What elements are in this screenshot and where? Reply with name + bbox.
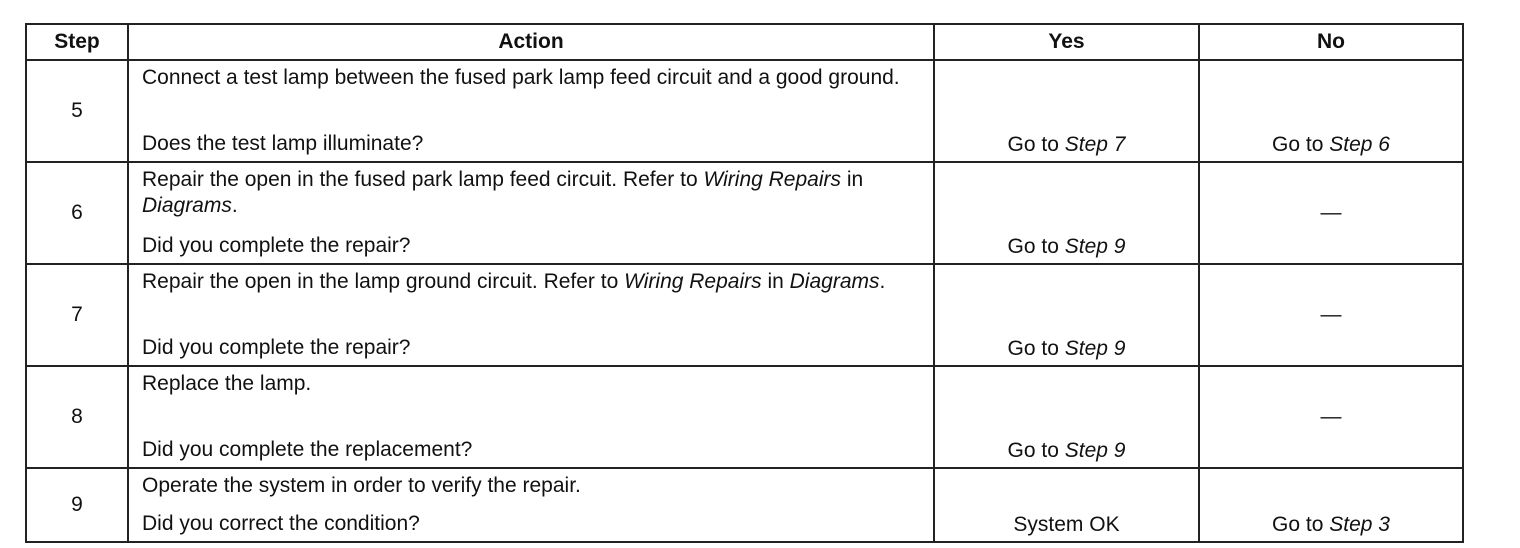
- no-prefix: Go to: [1272, 513, 1330, 536]
- no-result: [1199, 468, 1463, 542]
- header-step: Step: [26, 24, 128, 60]
- table-row: [26, 366, 1463, 468]
- yes-step-ref: Step 9: [1064, 337, 1126, 360]
- yes-prefix: Go to: [1007, 337, 1065, 360]
- no-result: [1199, 366, 1463, 468]
- action-cell: [128, 366, 934, 468]
- no-prefix: Go to: [1272, 133, 1330, 156]
- no-dash: —: [1320, 303, 1342, 326]
- table-row: [26, 60, 1463, 162]
- yes-result: [934, 366, 1199, 468]
- no-step-ref: Step 3: [1329, 513, 1390, 536]
- no-dash: —: [1320, 201, 1342, 224]
- action-question: Did you complete the repair?: [142, 336, 411, 359]
- action-cell: [128, 468, 934, 542]
- action-question: Did you complete the repair?: [142, 234, 411, 257]
- table-row: [26, 264, 1463, 366]
- action-instruction: Replace the lamp.: [142, 372, 312, 395]
- header-action: Action: [128, 24, 934, 60]
- action-instruction: Repair the open in the fused park lamp feed circuit. Refer to Wiring Repairs in Diagrams.: [142, 168, 864, 217]
- action-question: Does the test lamp illuminate?: [142, 132, 424, 155]
- yes-result: [934, 162, 1199, 264]
- table-row: [26, 162, 1463, 264]
- action-instruction: Repair the open in the lamp ground circuit. Refer to Wiring Repairs in Diagrams.: [142, 270, 886, 293]
- wiring-repairs-ref: Wiring Repairs: [703, 168, 841, 191]
- table-row: [26, 468, 1463, 542]
- action-cell: [128, 162, 934, 264]
- action-instruction: Connect a test lamp between the fused park lamp feed circuit and a good ground.: [142, 66, 900, 89]
- step-number: 9: [26, 468, 128, 542]
- yes-result: System OK: [934, 468, 1199, 542]
- diagrams-ref: Diagrams: [789, 270, 880, 293]
- step-number: 7: [26, 264, 128, 366]
- header-yes: Yes: [934, 24, 1199, 60]
- yes-prefix: Go to: [1007, 133, 1065, 156]
- yes-step-ref: Step 7: [1064, 133, 1126, 156]
- yes-result: [934, 60, 1199, 162]
- yes-prefix: Go to: [1007, 439, 1065, 462]
- step-number: 5: [26, 60, 128, 162]
- no-result: [1199, 162, 1463, 264]
- no-result: [1199, 264, 1463, 366]
- yes-result: [934, 264, 1199, 366]
- action-question: Did you correct the condition?: [142, 512, 420, 535]
- yes-step-ref: Step 9: [1064, 235, 1126, 258]
- step-number: 8: [26, 366, 128, 468]
- header-no: No: [1199, 24, 1463, 60]
- wiring-repairs-ref: Wiring Repairs: [624, 270, 762, 293]
- yes-step-ref: Step 9: [1064, 439, 1126, 462]
- diagrams-ref: Diagrams: [142, 194, 232, 217]
- action-cell: [128, 60, 934, 162]
- yes-prefix: Go to: [1007, 235, 1065, 258]
- action-instruction: Operate the system in order to verify the repair.: [142, 474, 581, 497]
- step-number: 6: [26, 162, 128, 264]
- action-question: Did you complete the replacement?: [142, 438, 473, 461]
- header-row: [26, 24, 1463, 60]
- diagnostic-table: [25, 23, 1464, 543]
- no-dash: —: [1320, 405, 1342, 428]
- no-step-ref: Step 6: [1329, 133, 1390, 156]
- action-cell: [128, 264, 934, 366]
- no-result: [1199, 60, 1463, 162]
